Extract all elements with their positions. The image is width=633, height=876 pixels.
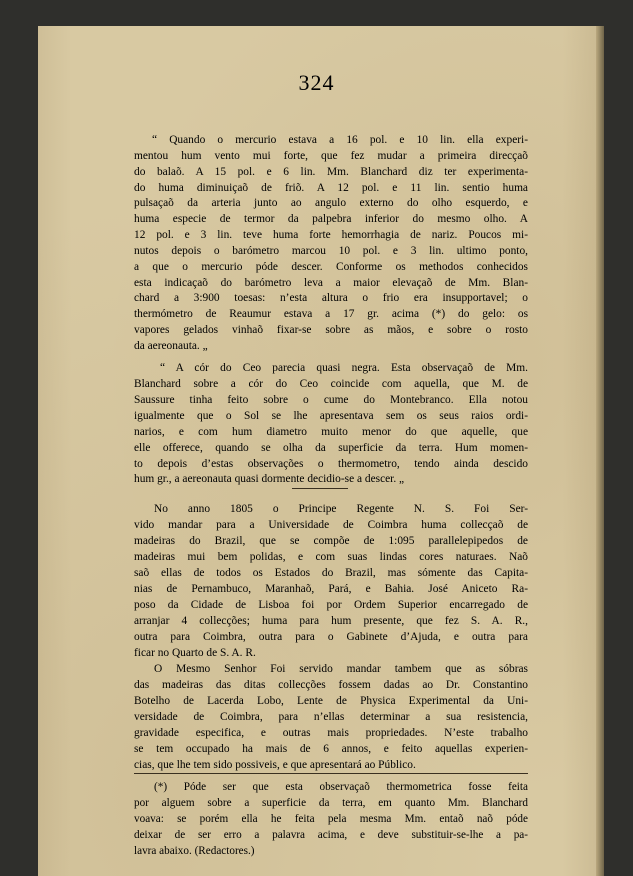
text-line: arranjar 4 collecções; huma para hum presente, que fez S. A. R., — [134, 615, 528, 627]
text-line: das madeiras das ditas collecções fossem dadas ao Dr. Constantino — [134, 679, 528, 691]
text-line: gravidade especifica, e outras mais propriedades. N’este trabalho — [134, 727, 528, 739]
text-line: chard a 3:900 toesas: n’esta altura o frio era insupportavel; o — [134, 292, 528, 304]
footnote-line: (*) Póde ser que esta observaçaõ thermometrica fosse feita — [154, 781, 528, 793]
text-line: 12 pol. e 3 lin. teve huma forte hemorrhagia de nariz. Poucos mi- — [134, 229, 528, 241]
text-line: huma especie de termor da palpebra inferior do mesmo olho. A — [134, 213, 528, 225]
text-line: outra para Coimbra, outra para o Gabinete d’Ajuda, e outra para — [134, 631, 528, 643]
text-line: vapores gelados vinhaõ fixar-se sobre as mãos, e sobre o rosto — [134, 324, 528, 336]
text-line: do balaõ. A 15 pol. e 6 lin. Mm. Blanchard diz ter experimenta- — [134, 166, 528, 178]
footnote-line: por alguem sobre a superficie da terra, em quanto Mm. Blanchard — [134, 797, 528, 809]
text-line: “ Quando o mercurio estava a 16 pol. e 10 lin. ella experi- — [152, 134, 528, 146]
text-line: mentou hum vento mui forte, que fez mudar a primeira direcçaõ — [134, 150, 528, 162]
text-line: cias, que lhe tem sido possiveis, e que apresentará ao Público. — [134, 759, 416, 771]
page-edge — [596, 26, 604, 876]
text-line: Blanchard sobre a cór do Ceo coincide com aquella, que M. de — [134, 378, 528, 390]
text-line: Saussure tinha feito sobre o cume do Montebranco. Ella notou — [134, 394, 528, 406]
text-line: narios, e com hum diametro muito menor do que aquelle, que — [134, 426, 528, 438]
text-line: hum gr., a aereonauta quasi dormente decidio-se a descer. „ — [134, 473, 405, 485]
page-number: 324 — [298, 70, 335, 95]
text-line: to depois d’estas observações o thermometro, tendo ainda descido — [134, 458, 528, 470]
footnote-line: lavra abaixo. (Redactores.) — [134, 845, 255, 857]
text-line: vido mandar para a Universidade de Coimbra huma collecçaõ de — [134, 519, 528, 531]
section-divider — [292, 488, 348, 489]
text-line: madeiras mui bem polidas, e com suas lindas cores naturaes. Naõ — [134, 551, 528, 563]
text-line: nias de Pernambuco, Maranhaõ, Pará, e Bahia. José Aniceto Ra- — [134, 583, 528, 595]
text-line: “ A cór do Ceo parecia quasi negra. Esta observaçaõ de Mm. — [160, 362, 528, 374]
text-line: se tem occupado ha mais de 6 annos, e feito aquellas experien- — [134, 743, 528, 755]
text-line: do huma diminuiçaõ de friõ. A 12 pol. e 11 lin. sentio huma — [134, 182, 528, 194]
text-line: thermómetro de Reaumur estava a 17 gr. acima (*) do gelo: os — [134, 308, 528, 320]
text-line: a que o mercurio póde descer. Conforme os methodos conhecidos — [134, 261, 528, 273]
text-line: ficar no Quarto de S. A. R. — [134, 647, 256, 659]
text-line: esta indicaçaõ do barómetro leva a maior elevaçaõ de Mm. Blan- — [134, 277, 528, 289]
text-line: nutos depois o barómetro marcou 10 pol. e 3 lin. ultimo ponto, — [134, 245, 528, 257]
text-line: da aereonauta. „ — [134, 340, 208, 352]
text-line: elle offerece, quando se olha da superficie da terra. Hum momen- — [134, 442, 528, 454]
text-line: Botelho de Lacerda Lobo, Lente de Physica Experimental da Uni- — [134, 695, 528, 707]
footnote-line: voava: se porém ella he feita pela mesma Mm. entaõ naõ póde — [134, 813, 528, 825]
footnote-line: deixar de ser erro a palavra acima, e deve substituir-se-lhe a pa- — [134, 829, 528, 841]
text-line: igualmente que o Sol se lhe apresentava sem os seus raios ordi- — [134, 410, 528, 422]
text-line: poso da Cidade de Lisboa foi por Ordem Superior encarregado de — [134, 599, 528, 611]
text-line: pulsaçaõ da arteria junto ao angulo externo do olho esquerdo, e — [134, 197, 528, 209]
text-line: No anno 1805 o Principe Regente N. S. Foi Ser- — [154, 503, 528, 515]
text-line: versidade de Coimbra, para n’ellas determinar a sua resistencia, — [134, 711, 528, 723]
text-line: O Mesmo Senhor Foi servido mandar tambem que as sóbras — [154, 663, 528, 675]
footnote-divider — [134, 773, 528, 774]
text-line: madeiras do Brazil, que se compõe de 1:095 parallelepipedos de — [134, 535, 528, 547]
text-line: saõ ellas de todos os Estados do Brazil, mas sómente das Capita- — [134, 567, 528, 579]
